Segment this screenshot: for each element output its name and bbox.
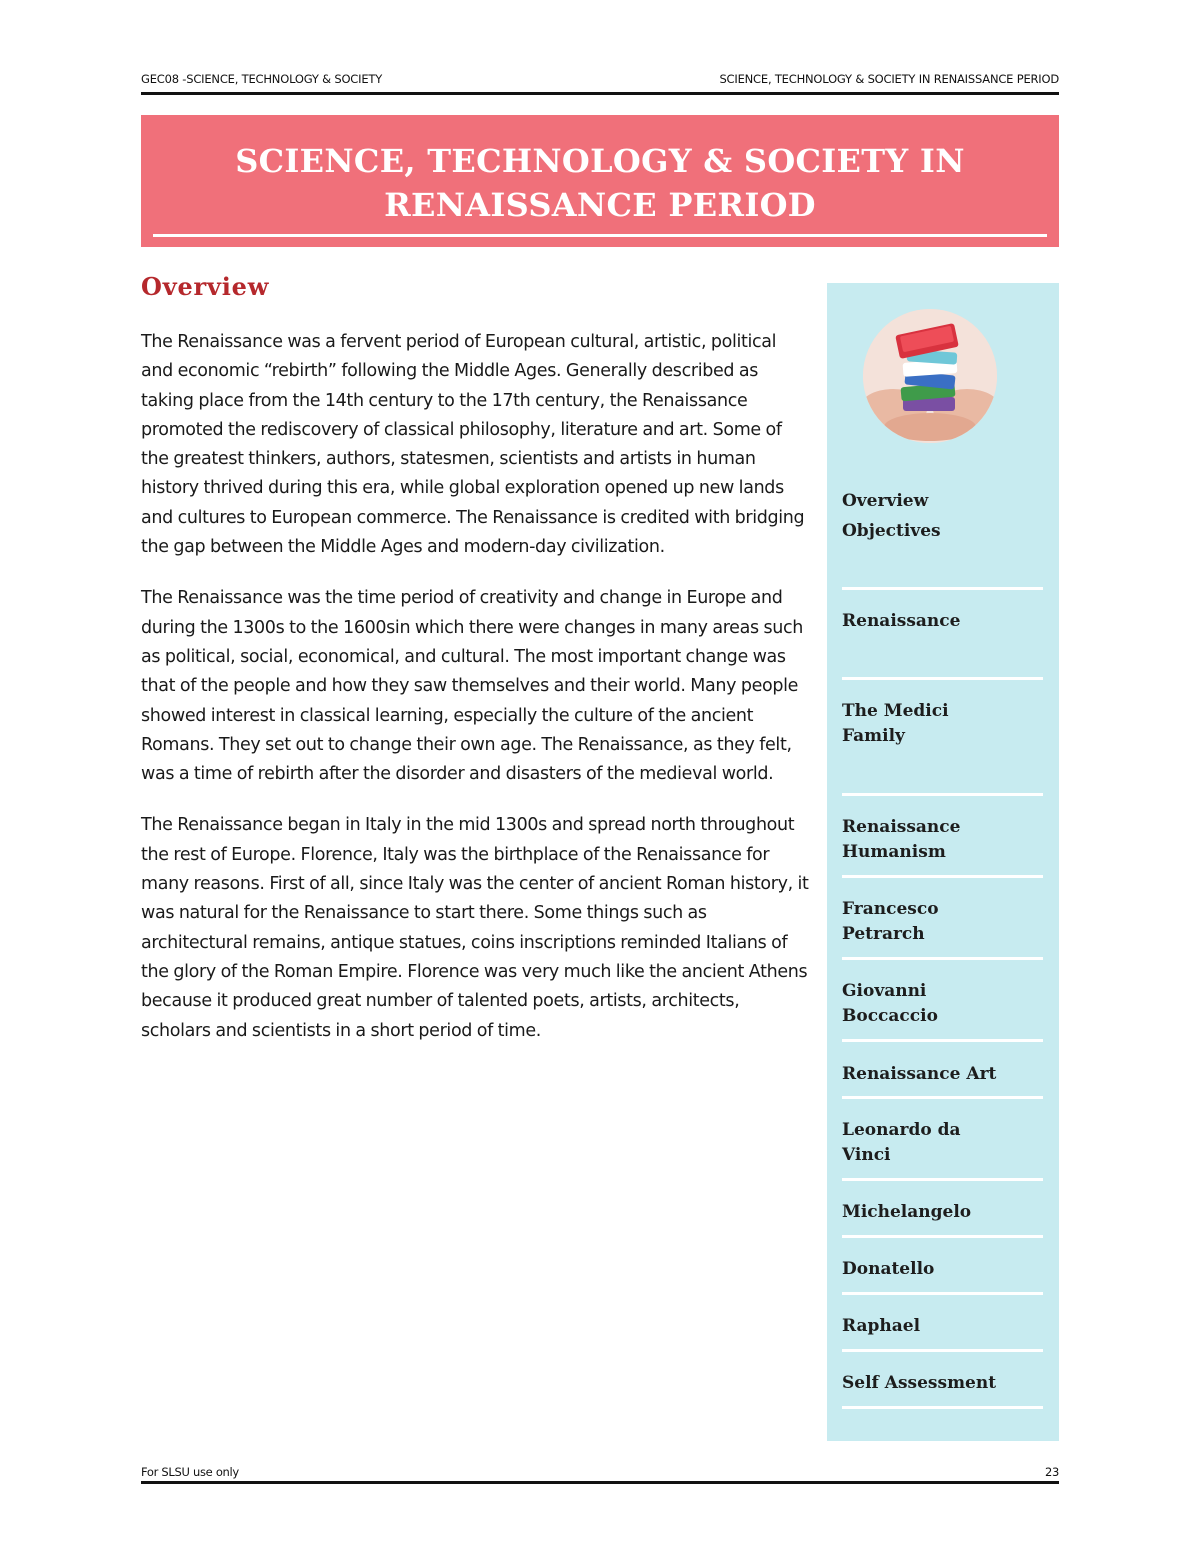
- toc-divider: [842, 677, 1043, 680]
- paragraph: The Renaissance was a fervent period of European cultural, artistic, political and economic “rebirth” following the Middle Ages. Generally described as taking place from the 14th century to the 17th century, the Renaissance promoted the rediscovery of classical philosophy, literature and art. Some of the greatest thinkers, authors, statesmen, scientists and artists in human history thrived during this era, while global exploration opened up new lands and cultures to European commerce. The Renaissance is credited with bridging the gap between the Middle Ages and modern-day civilization.: [141, 332, 805, 558]
- hands-holding-clay-image: [863, 309, 997, 443]
- toc-label: Vinci: [842, 1145, 891, 1165]
- section-title: Overview: [141, 272, 270, 301]
- page-title: [141, 139, 1059, 227]
- page-header: [141, 68, 1059, 88]
- toc-label: The Medici: [842, 701, 949, 721]
- toc-item-michelangelo[interactable]: [842, 1200, 1043, 1225]
- header-rule: [141, 92, 1059, 95]
- page-title-line-1: SCIENCE, TECHNOLOGY & SOCIETY IN: [235, 142, 965, 180]
- header-topic: SCIENCE, TECHNOLOGY & SOCIETY IN RENAISSANCE PERIOD: [719, 72, 1059, 86]
- toc-label: Michelangelo: [842, 1202, 972, 1222]
- toc-divider: [842, 1406, 1043, 1409]
- footer-rule: [141, 1481, 1059, 1484]
- toc-item-leonardo[interactable]: [842, 1118, 1043, 1168]
- toc-divider: [842, 587, 1043, 590]
- toc-divider: [842, 1292, 1043, 1295]
- toc-label: Overview: [842, 491, 929, 511]
- toc-label: Leonardo da: [842, 1120, 961, 1140]
- toc-item-petrarch[interactable]: [842, 897, 1043, 947]
- toc-item-donatello[interactable]: [842, 1257, 1043, 1282]
- toc-item-overview[interactable]: [842, 489, 1043, 544]
- title-banner: [141, 115, 1059, 247]
- page-footer: [141, 1461, 1059, 1481]
- footer-note: For SLSU use only: [141, 1465, 239, 1479]
- banner-rule: [153, 234, 1047, 237]
- toc-item-raphael[interactable]: [842, 1314, 1043, 1339]
- toc-label: Humanism: [842, 842, 946, 862]
- toc-label: Renaissance Art: [842, 1064, 997, 1084]
- toc-divider: [842, 1349, 1043, 1352]
- paragraph: The Renaissance began in Italy in the mid 1300s and spread north throughout the rest of Europe. Florence, Italy was the birthplace of the Renaissance for many reasons. First of all, since Italy was the center of ancient Roman history, it was natural for the Renaissance to start there. Some things such as architectural remains, antique statues, coins inscriptions reminded Italians of the glory of the Roman Empire. Florence was very much like the ancient Athens because it produced great number of talented poets, artists, architects, scholars and scientists in a short period of time.: [141, 815, 809, 1041]
- toc-label: Giovanni: [842, 981, 927, 1001]
- toc-label: Renaissance: [842, 611, 961, 631]
- toc-label: Renaissance: [842, 817, 961, 837]
- toc-divider: [842, 1235, 1043, 1238]
- sidebar: [827, 283, 1059, 1441]
- toc-divider: [842, 875, 1043, 878]
- toc-label: Petrarch: [842, 924, 925, 944]
- toc-divider: [842, 1178, 1043, 1181]
- header-course: GEC08 -SCIENCE, TECHNOLOGY & SOCIETY: [141, 72, 383, 86]
- paragraph: The Renaissance was the time period of creativity and change in Europe and during the 1300s to the 1600sin which there were changes in many areas such as political, social, economical, and cultural. The most important change was that of the people and how they saw themselves and their world. Many people showed interest in classical learning, especially the culture of the ancient Romans. They set out to change their own age. The Renaissance, as they felt, was a time of rebirth after the disorder and disasters of the medieval world.: [141, 588, 803, 785]
- clay-stack-illustration: [863, 309, 997, 443]
- toc-divider: [842, 957, 1043, 960]
- toc-divider: [842, 1096, 1043, 1099]
- page-title-line-2: RENAISSANCE PERIOD: [384, 186, 816, 224]
- toc-item-medici-family[interactable]: [842, 699, 1043, 749]
- toc-item-boccaccio[interactable]: [842, 979, 1043, 1029]
- toc-label: Objectives: [842, 521, 941, 541]
- toc-divider: [842, 1039, 1043, 1042]
- toc-label: Francesco: [842, 899, 939, 919]
- toc-label: Donatello: [842, 1259, 935, 1279]
- toc-item-self-assessment[interactable]: [842, 1371, 1043, 1396]
- toc-label: Self Assessment: [842, 1373, 997, 1393]
- toc-label: Raphael: [842, 1316, 921, 1336]
- toc-divider: [842, 793, 1043, 796]
- toc-item-renaissance-humanism[interactable]: [842, 815, 1043, 865]
- toc-label: Family: [842, 726, 905, 746]
- toc-item-renaissance[interactable]: [842, 609, 1043, 634]
- page-number: 23: [1044, 1465, 1059, 1479]
- toc-item-renaissance-art[interactable]: [842, 1062, 1043, 1087]
- toc-label: Boccaccio: [842, 1006, 938, 1026]
- body-text: [141, 328, 809, 1068]
